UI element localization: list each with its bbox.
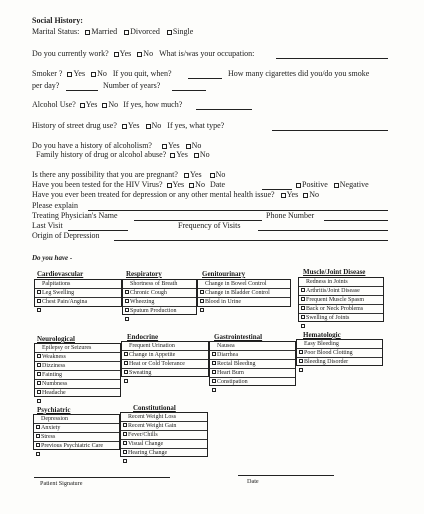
pregnant-yes-checkbox[interactable] (184, 173, 189, 178)
list-item-leg-swelling[interactable]: Leg Swelling (35, 289, 121, 298)
list-item-chest-pain[interactable]: Chest Pain/Angina (35, 298, 121, 307)
gastrointestinal-heading: Gastrointestinal (214, 333, 263, 341)
family-question: Family history of drug or alcohol abuse? (36, 150, 167, 159)
signature-date-label: Date (247, 478, 259, 485)
years-field[interactable] (172, 90, 206, 91)
work-row (32, 50, 254, 58)
alcoholism-no-label: No (191, 141, 202, 150)
respiratory-heading: Respiratory (126, 270, 162, 278)
occupation-question: What is/was your occupation: (159, 49, 255, 58)
drug-no-checkbox[interactable] (146, 124, 151, 129)
how-much-question: If yes, how much? (123, 100, 183, 109)
psychiatric-heading: Psychiatric (37, 406, 71, 414)
social-history-title: Social History: (32, 16, 83, 25)
alcohol-no-checkbox[interactable] (102, 103, 107, 108)
cigarettes-question: How many cigarettes did you/do you smoke (228, 69, 370, 78)
married-option: Married (91, 27, 118, 36)
smoker-row (32, 70, 172, 78)
pregnant-no-label: No (215, 170, 226, 179)
list-item-dizziness[interactable]: Dizziness (35, 362, 120, 371)
alcohol-no-label: No (108, 100, 119, 109)
list-item-muscle-spasm[interactable]: Frequent Muscle Spasm (299, 296, 383, 305)
hematologic-heading: Hematologic (303, 331, 341, 339)
list-item-bowel-control[interactable]: Change in Bowel Control (198, 280, 290, 289)
hiv-question: Have you been tested for the HIV Virus? (32, 180, 163, 189)
neurological-heading: Neurological (37, 335, 75, 343)
list-item-depression[interactable]: Depression (34, 415, 119, 424)
drug-type-field[interactable] (272, 130, 388, 131)
list-item-weakness[interactable]: Weakness (35, 353, 120, 362)
per-day-field[interactable] (66, 90, 98, 91)
list-item-weight-gain[interactable]: Recent Weight Gain (121, 422, 207, 431)
physician-label: Treating Physician's Name (32, 211, 118, 220)
list-item-numbness[interactable]: Numbness (35, 380, 120, 389)
marital-status-row (32, 28, 193, 36)
single-option: Single (172, 27, 194, 36)
explain-field[interactable] (88, 210, 388, 211)
street-drug-question: History of street drug use? (32, 121, 117, 130)
family-yes-checkbox[interactable] (170, 153, 175, 158)
depression-no-label: No (309, 190, 319, 199)
list-item-easy-bleeding[interactable]: Easy Bleeding (297, 340, 382, 349)
hiv-result-row (296, 181, 369, 189)
depression-yes-checkbox[interactable] (281, 193, 286, 198)
list-item-hearing-change[interactable]: Hearing Change (121, 449, 207, 458)
phone-label: Phone Number (266, 211, 315, 220)
list-item-blood-urine[interactable]: Blood in Urine (198, 298, 290, 307)
list-item-chronic-cough[interactable]: Chronic Cough (123, 289, 196, 298)
list-item-weight-loss[interactable]: Recent Weight Loss (121, 413, 207, 422)
negative-checkbox[interactable] (334, 183, 339, 188)
list-item-shortness-breath[interactable]: Shortness of Breath (123, 280, 196, 289)
do-you-have-heading: Do you have - (32, 254, 73, 262)
pregnant-no-checkbox[interactable] (210, 173, 215, 178)
list-item-fainting[interactable]: Fainting (35, 371, 120, 380)
quit-question: If you quit, when? (112, 69, 172, 78)
alcohol-yes-label: Yes (85, 100, 98, 109)
family-history-row (36, 151, 210, 159)
divorced-checkbox[interactable] (124, 30, 129, 35)
depression-question: Have you ever been treated for depression or any other mental health issue? (32, 190, 275, 199)
occupation-field[interactable] (276, 58, 388, 59)
smoker-no-label: No (97, 69, 107, 78)
smoker-yes-checkbox[interactable] (67, 72, 72, 77)
alcoholism-yes-checkbox[interactable] (162, 144, 167, 149)
work-yes-checkbox[interactable] (114, 52, 119, 57)
constitutional-list (120, 412, 208, 457)
frequency-field[interactable] (258, 230, 388, 231)
alcoholism-question: Do you have a history of alcoholism? (32, 141, 152, 150)
alcohol-yes-checkbox[interactable] (80, 103, 85, 108)
hiv-date-label: Date (209, 180, 226, 189)
drug-yes-label: Yes (127, 121, 140, 130)
list-item-nausea[interactable]: Nausea (210, 342, 295, 351)
list-item-headache[interactable]: Headache (35, 389, 120, 398)
list-item-diarrhea[interactable]: Diarrhea (210, 351, 295, 360)
list-item-sputum[interactable]: Sputum Production (123, 307, 196, 316)
hiv-yes-checkbox[interactable] (167, 183, 172, 188)
family-yes-label: Yes (176, 150, 188, 159)
family-no-checkbox[interactable] (194, 153, 199, 158)
signature-line[interactable] (34, 477, 170, 478)
married-checkbox[interactable] (85, 30, 90, 35)
gastrointestinal-list (209, 341, 296, 386)
muscle-joint-heading: Muscle/Joint Disease (303, 268, 366, 276)
work-yes-label: Yes (119, 49, 132, 58)
family-no-label: No (199, 150, 210, 159)
explain-label: Please explain (32, 201, 78, 210)
list-item-bladder-control[interactable]: Change in Bladder Control (198, 289, 290, 298)
pregnant-row (32, 171, 225, 179)
neurological-list (34, 343, 121, 397)
list-item-poor-clotting[interactable]: Poor Blood Clotting (297, 349, 382, 358)
smoker-yes-label: Yes (73, 69, 86, 78)
work-no-label: No (143, 49, 154, 58)
hiv-yes-label: Yes (172, 180, 185, 189)
list-item-back-neck[interactable]: Back or Neck Problems (299, 305, 383, 314)
negative-label: Negative (339, 180, 369, 189)
list-item-redness-joints[interactable]: Redness in Joints (299, 278, 383, 287)
street-drug-row (32, 122, 224, 130)
divorced-option: Divorced (130, 27, 160, 36)
list-item-stress[interactable]: Stress (34, 433, 119, 442)
list-item-heat-cold[interactable]: Heat or Cold Tolerance (122, 360, 208, 369)
alcohol-question: Alcohol Use? (32, 100, 76, 109)
marital-label: Marital Status: (32, 27, 80, 36)
list-item-swelling-joints[interactable]: Swelling of Joints (299, 314, 383, 323)
years-question: Number of years? (103, 81, 161, 90)
alcoholism-yes-label: Yes (167, 141, 180, 150)
cardiovascular-heading: Cardiovascular (37, 270, 84, 278)
list-item-frequent-urination[interactable]: Frequent Urination (122, 342, 208, 351)
list-item-bleeding-disorder[interactable]: Bleeding Disorder (297, 358, 382, 367)
drug-no-label: No (151, 121, 162, 130)
alcoholism-no-checkbox[interactable] (186, 144, 191, 149)
origin-field[interactable] (114, 240, 388, 241)
phone-field[interactable] (324, 220, 388, 221)
endocrine-heading: Endocrine (127, 333, 159, 341)
pregnant-question: Is there any possibility that you are pregnant? (32, 170, 178, 179)
depression-no-checkbox[interactable] (303, 193, 308, 198)
hematologic-list (296, 339, 383, 366)
genitourinary-list (197, 279, 291, 307)
list-item-visual-change[interactable]: Visual Change (121, 440, 207, 449)
list-item-arthritis[interactable]: Arthritis/Joint Disease (299, 287, 383, 296)
list-item-epilepsy[interactable]: Epilepsy or Seizures (35, 344, 120, 353)
genitourinary-heading: Genitourinary (202, 270, 246, 278)
pregnant-yes-label: Yes (189, 170, 202, 179)
respiratory-list (122, 279, 197, 315)
psychiatric-list (33, 414, 120, 450)
cardiovascular-list (34, 279, 122, 307)
list-item-palpitations[interactable]: Palpitations (35, 280, 121, 289)
drug-yes-checkbox[interactable] (122, 124, 127, 129)
list-item-anxiety[interactable]: Anxiety (34, 424, 119, 433)
per-day-label: per day? (32, 81, 60, 90)
endocrine-list (121, 341, 209, 377)
depression-row (32, 191, 319, 199)
list-item-heart-burn[interactable]: Heart Burn (210, 369, 295, 378)
hiv-no-checkbox[interactable] (189, 183, 194, 188)
list-item-sweating[interactable]: Sweating (122, 369, 208, 378)
smoker-no-checkbox[interactable] (91, 72, 96, 77)
single-checkbox[interactable] (167, 30, 172, 35)
patient-signature-label: Patient Signature (40, 480, 83, 487)
smoker-question: Smoker ? (32, 69, 63, 78)
positive-label: Positive (302, 180, 328, 189)
drug-type-question: If yes, what type? (167, 121, 225, 130)
work-no-checkbox[interactable] (137, 52, 142, 57)
alcoholism-row (32, 142, 201, 150)
origin-label: Origin of Depression (32, 231, 100, 240)
list-item-appetite[interactable]: Change in Appetite (122, 351, 208, 360)
positive-checkbox[interactable] (296, 183, 301, 188)
list-item-rectal-bleeding[interactable]: Rectal Bleeding (210, 360, 295, 369)
work-question: Do you currently work? (32, 49, 109, 58)
hiv-row (32, 181, 225, 189)
date-line[interactable] (238, 475, 334, 476)
frequency-label: Frequency of Visits (178, 221, 241, 230)
last-visit-label: Last Visit (32, 221, 63, 230)
depression-yes-label: Yes (286, 190, 299, 199)
how-much-field[interactable] (196, 109, 252, 110)
alcohol-row (32, 101, 182, 109)
list-item-constipation[interactable]: Constipation (210, 378, 295, 387)
constitutional-heading: Constitutional (133, 404, 176, 412)
list-item-psychiatric-care[interactable]: Previous Psychiatric Care (34, 442, 119, 451)
list-item-wheezing[interactable]: Wheezing (123, 298, 196, 307)
hiv-no-label: No (195, 180, 205, 189)
quit-when-field[interactable] (188, 78, 222, 79)
list-item-fever-chills[interactable]: Fever/Chills (121, 431, 207, 440)
muscle-joint-list (298, 277, 384, 322)
